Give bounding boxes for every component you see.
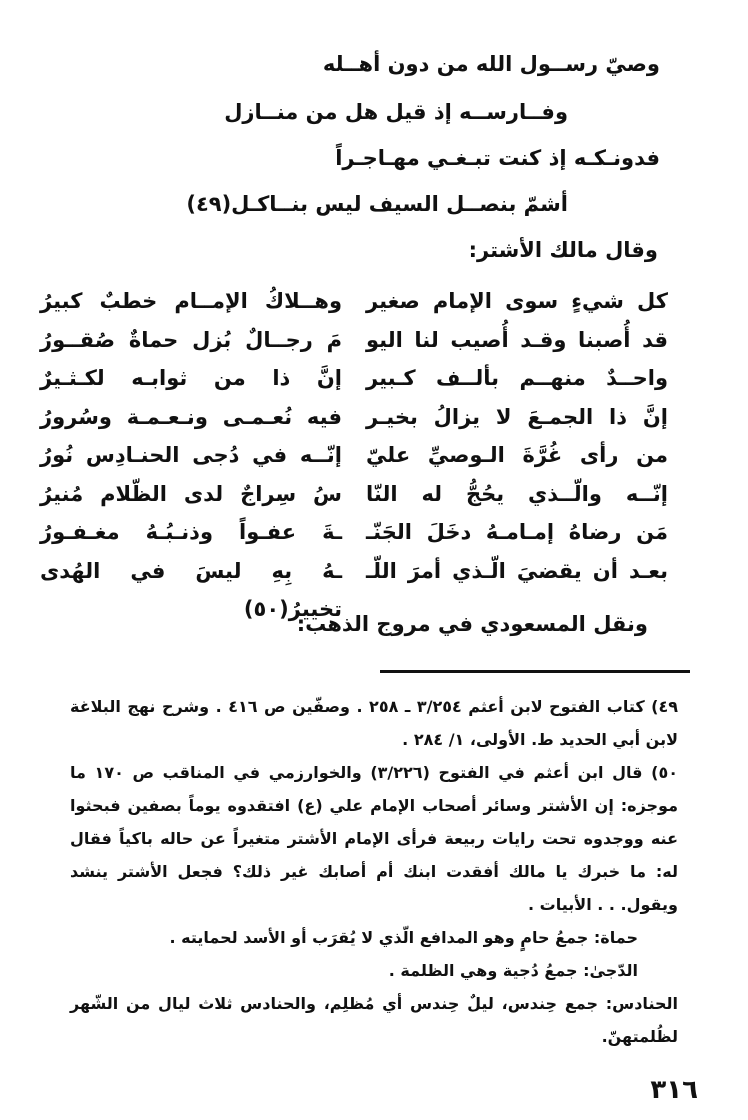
second-hemistich: إنّــه في دُجى الحنـادِس نُورُ: [40, 443, 342, 467]
second-hemistich: ـهُ بِهِ ليسَ في الهُدى تخييرُ(٥٠): [40, 558, 342, 621]
poem-line: [40, 398, 668, 437]
first-hemistich: من رأى غُرَّةَ الـوصيِّ عليّ: [366, 443, 668, 467]
poem-line: [40, 513, 668, 552]
opening-verse-4: أشمّ بنصــل السيف ليس بنــاكـل(٤٩): [186, 192, 568, 216]
poem-line: [40, 282, 668, 321]
second-hemistich: وهــلاكُ الإمــام خطبٌ كبيرُ: [40, 289, 342, 313]
footnotes: [70, 690, 698, 1105]
second-hemistich: ـةَ عفـواً وذنـبُـهُ مغـفـورُ: [40, 520, 342, 544]
first-hemistich: إنَّ ذا الجمـعَ لا يزالُ بخيـر: [366, 404, 668, 429]
poem-line: [40, 475, 668, 514]
footnote-divider: [380, 670, 690, 673]
gloss-duja: الدّجىٰ: جمعُ دُجية وهي الظلمة .: [388, 961, 638, 980]
first-hemistich: كل شيءٍ سوى الإمام صغير: [366, 289, 668, 313]
first-hemistich: واحــدٌ منهــم بألــف كـبير: [366, 366, 668, 390]
second-hemistich: مَ رجــالٌ بُزل حماةٌ صُقــورُ: [40, 327, 342, 352]
opening-verse-2: وفــارســه إذ قيل هل من منــازل: [224, 100, 568, 124]
gloss-hanadis: الحنادس: جمع حِندس، ليلٌ حِندس أي مُظلِم، والحنادس ثلاث ليال من الشّهر لظُلمتهنّ.: [70, 994, 678, 1046]
first-hemistich: إنّــه والّــذي يحُجُّ له النّا: [366, 481, 668, 506]
first-hemistich: بعـد أن يقضيَ الّـذي أمرَ اللّـ: [366, 558, 668, 583]
first-hemistich: مَن رضاهُ إمـامـهُ دخَلَ الجَنّـ: [366, 520, 668, 544]
gloss-humat: حماة: جمعُ حامٍ وهو المدافع الّذي لا يُقرَب أو الأسد لحمايته .: [169, 928, 638, 947]
opening-verse-1: وصيّ رســول الله من دون أهــله: [322, 52, 660, 76]
poem-line: [40, 359, 668, 398]
first-hemistich: قد أُصبنا وقـد أُصيب لنا اليو: [366, 327, 668, 352]
poem: [40, 282, 668, 628]
poem-line: [40, 321, 668, 360]
intro-malik-ashtar: وقال مالك الأشتر:: [468, 238, 658, 262]
intro-masudi: ونقل المسعودي في مروج الذهب:: [296, 612, 648, 636]
second-hemistich: سُ سِراجٌ لدى الظّلام مُنيرُ: [40, 481, 342, 506]
footnote-50: ٥٠) قال ابن أعثم في الفتوح (٣/٢٢٦) والخوارزمي في المناقب ص ١٧٠ ما موجزه: إن الأشتر وسائر أصحاب الإمام علي (ع) افتقدوه يوماً بصفين فبحثوا عنه ووجدوه تحت رايات ربيعة فرأى الإمام الأشتر متغيراً عن حاله باكياً فقال له: ما خبرك يا مالك أفقدت ابنك أم أصابك غير ذلك؟ فجعل الأشتر ينشد ويقول. . . الأبيات .: [70, 763, 678, 914]
second-hemistich: فيه نُعـمـى ونـعـمـة وسُرورُ: [40, 404, 342, 429]
footnote-49: ٤٩) كتاب الفتوح لابن أعثم ٣/٢٥٤ ـ ٢٥٨ . وصفّين ص ٤١٦ . وشرح نهج البلاغة لابن أبي الحديد ط. الأولى، ١/ ٢٨٤ .: [70, 697, 679, 749]
opening-verse-3: فدونـكـه إذ كنت تبـغـي مهـاجـراً: [335, 146, 660, 170]
poem-line: [40, 436, 668, 475]
second-hemistich: إنَّ ذا من ثوابـه لكـثـيرٌ: [40, 366, 342, 390]
page-number: ٣١٦: [650, 1075, 698, 1105]
